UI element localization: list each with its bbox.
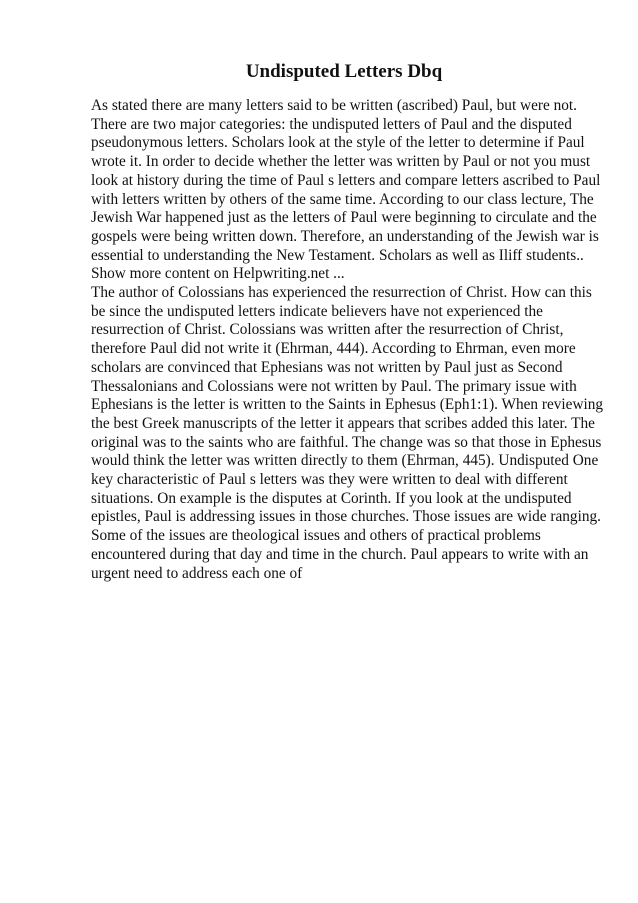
text-line: urgent need to address each one of — [91, 564, 303, 582]
text-line: key characteristic of Paul s letters was they were written to deal with different — [91, 471, 568, 489]
text-line: Ephesians is the letter is written to the Saints in Ephesus (Eph1:1). When reviewing — [91, 396, 604, 414]
text-line: original was to the saints who are faithful. The change was so that those in Ephesus — [91, 433, 602, 451]
text-line: look at history during the time of Paul s letters and compare letters ascribed to Paul — [91, 171, 601, 189]
document-body — [91, 97, 604, 583]
text-line: epistles, Paul is addressing issues in those churches. Those issues are wide ranging. — [91, 508, 601, 526]
text-line: therefore Paul did not write it (Ehrman, 444). According to Ehrman, even more — [91, 340, 576, 358]
text-line: situations. On example is the disputes at Corinth. If you look at the undisputed — [91, 489, 572, 507]
text-line: would think the letter was written directly to them (Ehrman, 445). Undisputed One — [91, 452, 599, 470]
text-line: with letters written by others of the same time. According to our class lecture, The — [91, 190, 594, 208]
text-line: The author of Colossians has experienced the resurrection of Christ. How can this — [91, 284, 592, 302]
text-line: be since the undisputed letters indicate believers have not experienced the — [91, 302, 543, 320]
text-line: scholars are convinced that Ephesians was not written by Paul just as Second — [91, 358, 563, 376]
text-line: resurrection of Christ. Colossians was written after the resurrection of Christ, — [91, 321, 564, 339]
show-more-line: Show more content on Helpwriting.net ... — [91, 265, 345, 283]
text-line: Some of the issues are theological issues and others of practical problems — [91, 527, 541, 545]
text-line: the best Greek manuscripts of the letter it appears that scribes added this later. The — [91, 414, 595, 432]
text-line: encountered during that day and time in the church. Paul appears to write with an — [91, 545, 589, 563]
text-line: essential to understanding the New Testament. Scholars as well as Iliff students.. — [91, 246, 584, 264]
text-line: As stated there are many letters said to be written (ascribed) Paul, but were not. — [91, 97, 577, 114]
text-line: There are two major categories: the undisputed letters of Paul and the disputed — [91, 115, 572, 133]
text-line: Jewish War happened just as the letters of Paul were beginning to circulate and the — [91, 209, 597, 227]
text-line: wrote it. In order to decide whether the letter was written by Paul or not you must — [91, 153, 591, 171]
text-line: gospels were being written down. Therefore, an understanding of the Jewish war is — [91, 227, 599, 245]
text-line: pseudonymous letters. Scholars look at the style of the letter to determine if Paul — [91, 134, 585, 152]
text-line: Thessalonians and Colossians were not written by Paul. The primary issue with — [91, 377, 577, 395]
document-title: Undisputed Letters Dbq — [245, 61, 443, 82]
